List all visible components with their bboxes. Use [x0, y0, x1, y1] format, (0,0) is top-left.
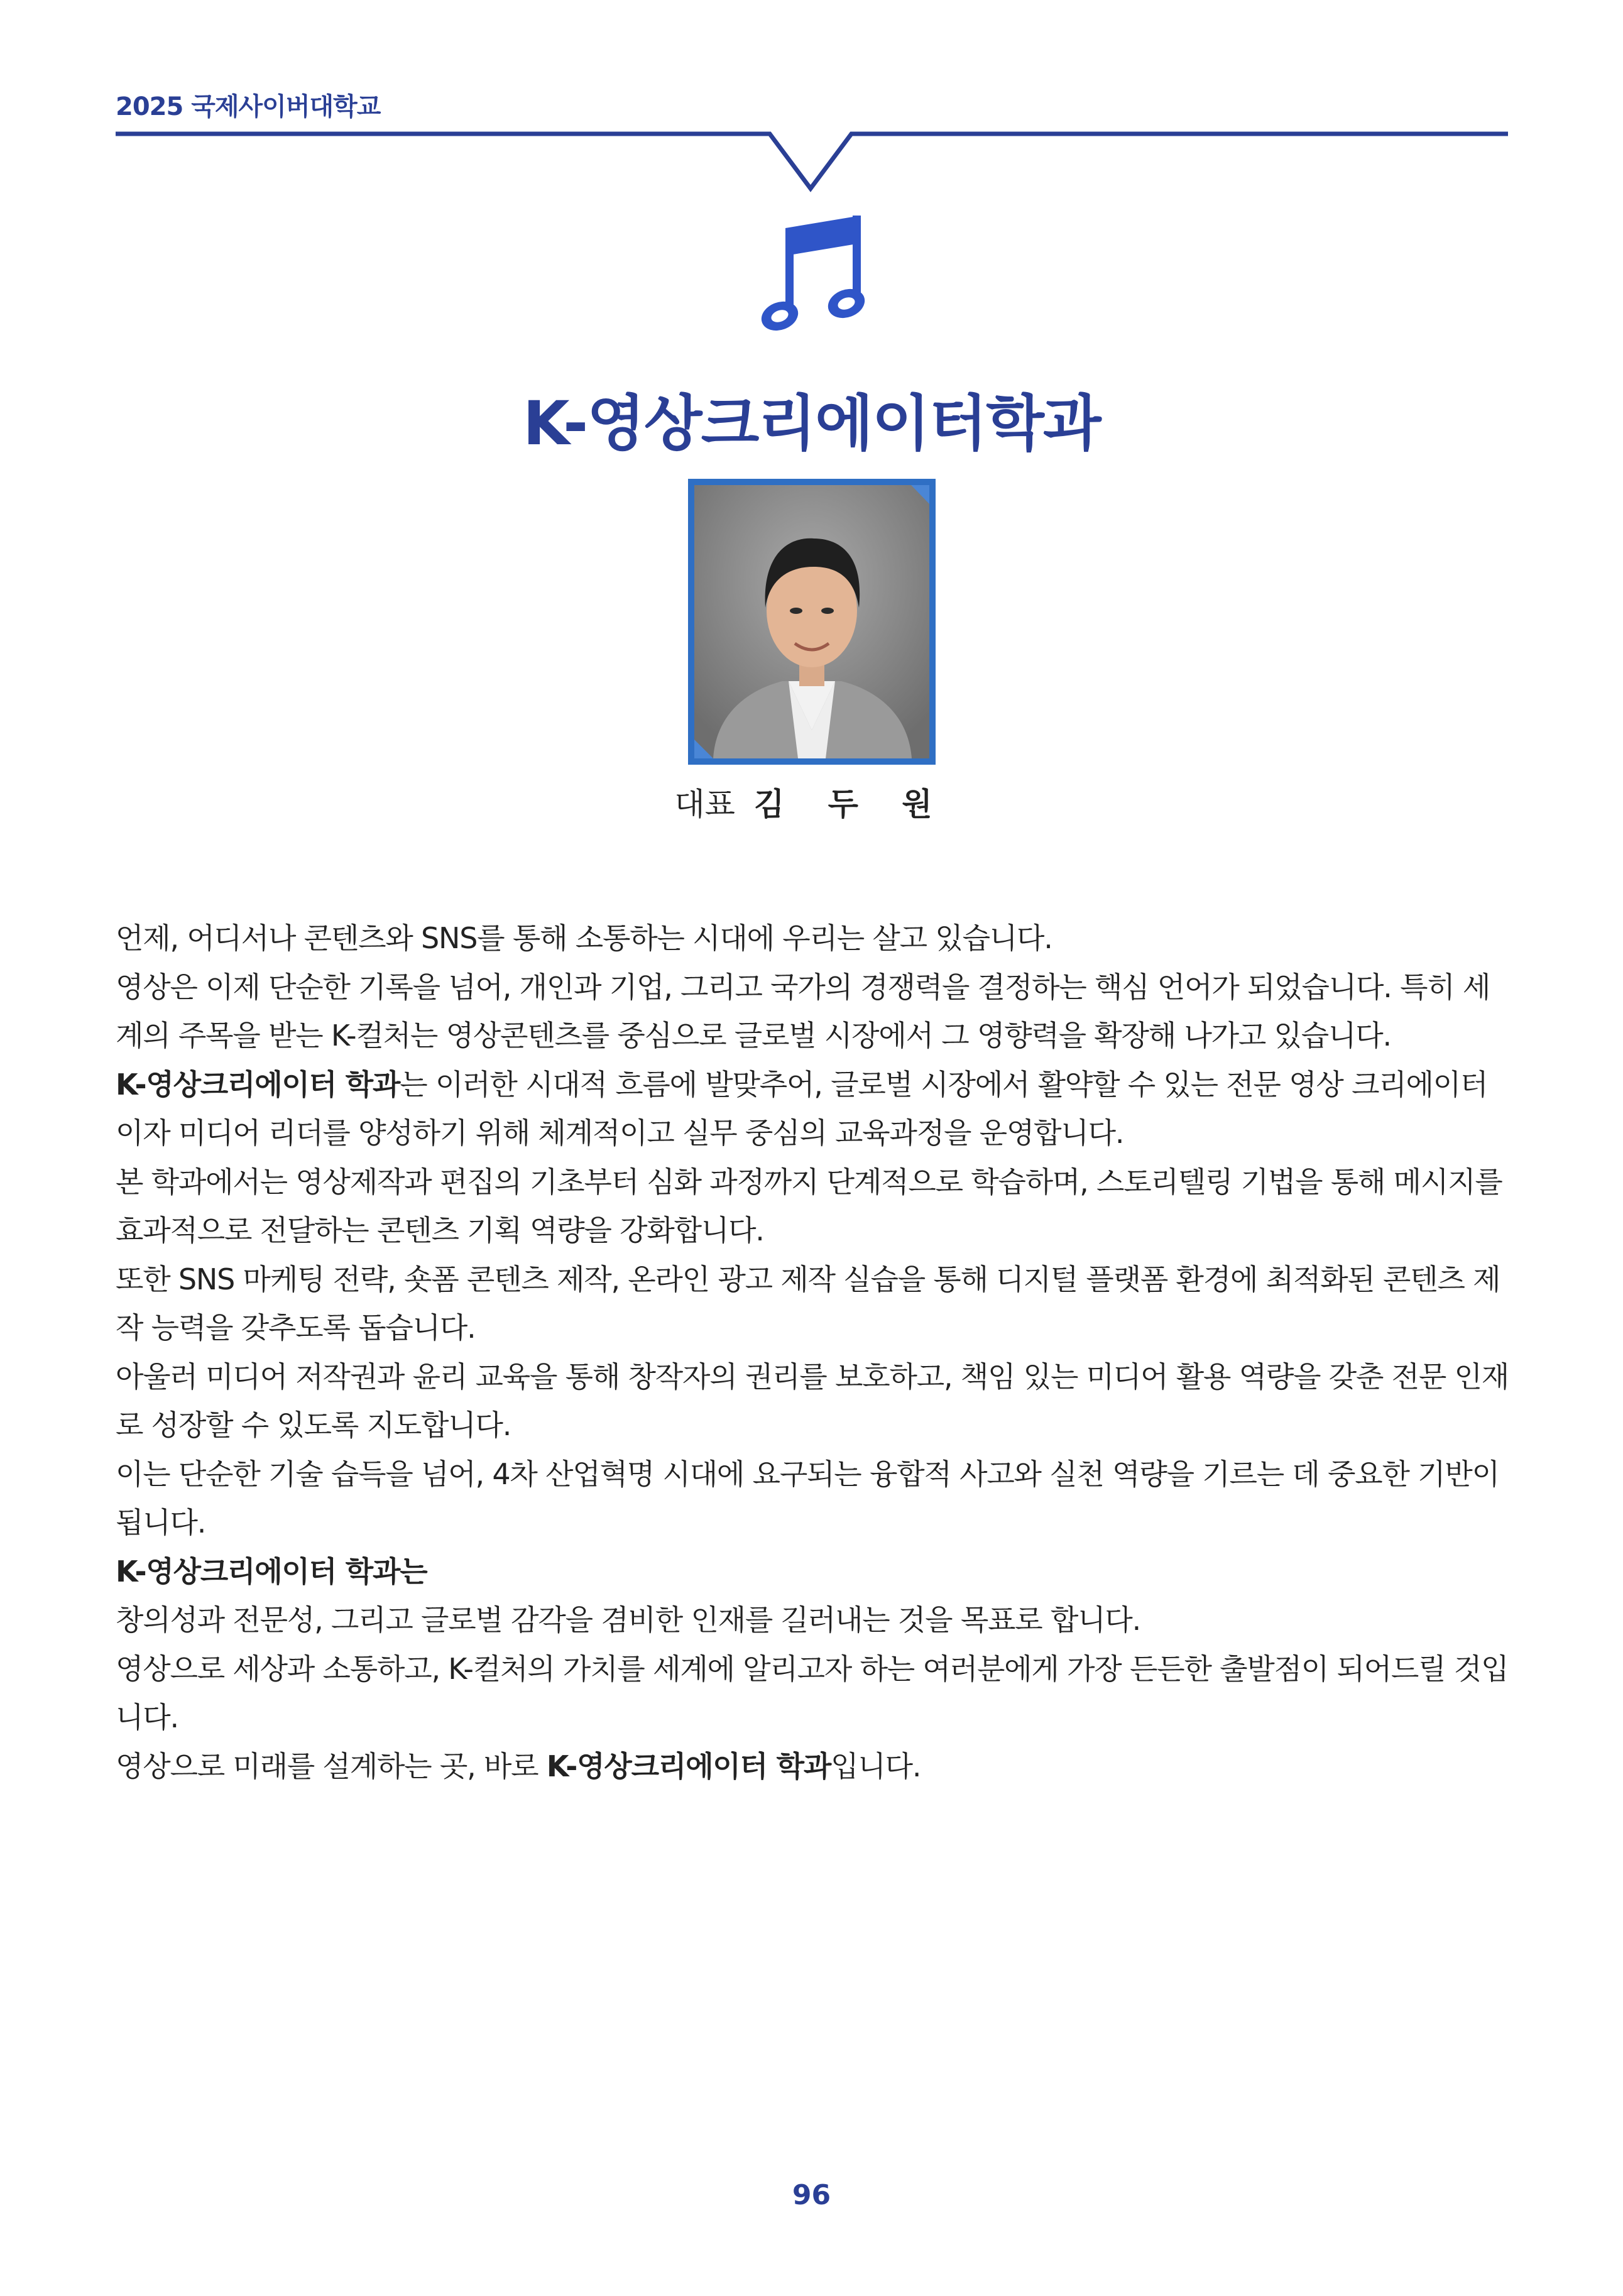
representative-caption: [0, 779, 1623, 824]
paragraph: 영상으로 미래를 설계하는 곳, 바로 K-영상크리에이터 학과입니다.: [116, 1749, 921, 1783]
paragraph: 이는 단순한 기술 습득을 넘어, 4차 산업혁명 시대에 요구되는 융합적 사고와 실천 역량을 기르는 데 중요한 기반이 됩니다.: [116, 1457, 1499, 1539]
portrait-photo: [688, 479, 936, 765]
paragraph: 영상으로 세상과 소통하고, K-컬처의 가치를 세계에 알리고자 하는 여러분에게 가장 든든한 출발점이 되어드릴 것입니다.: [116, 1651, 1509, 1734]
paragraph: 또한 SNS 마케팅 전략, 숏폼 콘텐츠 제작, 온라인 광고 제작 실습을 통해 디지털 플랫폼 환경에 최적화된 콘텐츠 제작 능력을 갖추도록 돕습니다.: [116, 1262, 1500, 1345]
header-divider: [0, 126, 1623, 201]
paragraph: K-영상크리에이터 학과는 이러한 시대적 흐름에 발맞추어, 글로벌 시장에서 활약할 수 있는 전문 영상 크리에이터이자 미디어 리더를 양성하기 위해 체계적이고 실무 중심의 교육과정을 운영합니다.: [116, 1067, 1488, 1150]
header-label: 2025 국제사이버대학교: [116, 92, 381, 121]
paragraph: 본 학과에서는 영상제작과 편집의 기초부터 심화 과정까지 단계적으로 학습하며, 스토리텔링 기법을 통해 메시지를 효과적으로 전달하는 콘텐츠 기획 역량을 강화합니다.: [116, 1164, 1502, 1247]
paragraph: 아울러 미디어 저작권과 윤리 교육을 통해 창작자의 권리를 보호하고, 책임 있는 미디어 활용 역량을 갖춘 전문 인재로 성장할 수 있도록 지도합니다.: [116, 1359, 1509, 1442]
paragraph: 언제, 어디서나 콘텐츠와 SNS를 통해 소통하는 시대에 우리는 살고 있습니다.: [116, 921, 1052, 955]
body-text: [116, 914, 1511, 1791]
department-name-bold: K-영상크리에이터 학과는: [116, 1554, 427, 1588]
music-note-icon: [757, 210, 867, 336]
page-number: 96: [792, 2179, 831, 2211]
paragraph: 창의성과 전문성, 그리고 글로벌 감각을 겸비한 인재를 길러내는 것을 목표로 합니다.: [116, 1603, 1141, 1637]
caption-name: 김 두 원: [753, 786, 949, 823]
page-title: K-영상크리에이터학과: [523, 388, 1100, 459]
department-name-bold: K-영상크리에이터 학과: [116, 1067, 400, 1102]
caption-role: 대표: [674, 786, 735, 823]
paragraph: 영상은 이제 단순한 기록을 넘어, 개인과 기업, 그리고 국가의 경쟁력을 결정하는 핵심 언어가 되었습니다. 특히 세계의 주목을 받는 K-컬처는 영상콘텐츠를 중심으로 글로벌 시장에서 그 영향력을 확장해 나가고 있습니다.: [116, 970, 1490, 1052]
paragraph: [116, 1548, 1511, 1597]
department-name-bold: K-영상크리에이터 학과: [546, 1749, 831, 1783]
